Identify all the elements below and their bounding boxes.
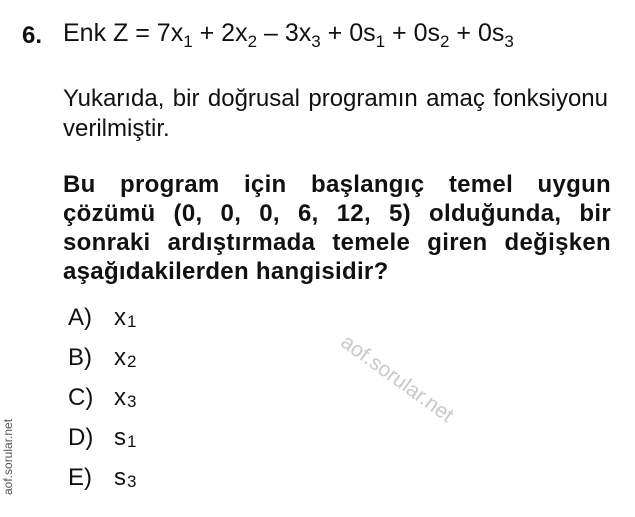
option-variable: x	[114, 384, 126, 411]
question-prompt: Bu program için başlangıç temel uygun çözümü (0, 0, 0, 6, 12, 5) olduğunda, bir sonraki ardıştırmada temele giren değişken aşağıdakilerden hangisidir?	[63, 171, 611, 285]
objective-part: + 0s	[385, 19, 440, 47]
answer-options	[68, 304, 136, 504]
option-subscript: 1	[127, 432, 137, 451]
option-subscript: 3	[127, 392, 137, 411]
watermark-diagonal: aof.sorular.net	[336, 330, 458, 428]
watermark-side: aof.sorular.net	[1, 418, 15, 495]
objective-subscript: 2	[247, 32, 258, 51]
option-variable: x	[114, 344, 126, 371]
objective-subscript: 3	[504, 32, 514, 51]
objective-subscript: 2	[440, 32, 450, 51]
question-number: 6.	[22, 22, 43, 49]
option-letter: E)	[68, 464, 92, 491]
option-d[interactable]	[68, 424, 136, 464]
objective-part: Enk Z = 7x	[63, 19, 184, 47]
objective-part: – 3x	[257, 19, 312, 47]
objective-subscript: 3	[311, 32, 321, 51]
option-b[interactable]	[68, 344, 136, 384]
objective-part: + 0s	[320, 19, 376, 47]
question-stem: Yukarıda, bir doğrusal programın amaç fonksiyonu verilmiştir.	[63, 85, 608, 142]
option-subscript: 3	[127, 472, 137, 491]
option-letter: A)	[68, 304, 92, 331]
objective-subscript: 1	[375, 32, 386, 51]
option-letter: D)	[68, 424, 94, 451]
option-c[interactable]	[68, 384, 136, 424]
objective-subscript: 1	[183, 32, 193, 51]
option-subscript: 2	[127, 352, 137, 371]
option-letter: B)	[68, 344, 92, 371]
option-e[interactable]	[68, 464, 136, 504]
objective-function	[63, 19, 514, 51]
objective-part: + 0s	[449, 19, 505, 47]
option-variable: x	[114, 304, 126, 331]
option-variable: s	[114, 464, 126, 491]
objective-part: + 2x	[192, 19, 248, 47]
option-variable: s	[114, 424, 126, 451]
option-subscript: 1	[127, 312, 137, 331]
option-a[interactable]	[68, 304, 136, 344]
option-letter: C)	[68, 384, 94, 411]
